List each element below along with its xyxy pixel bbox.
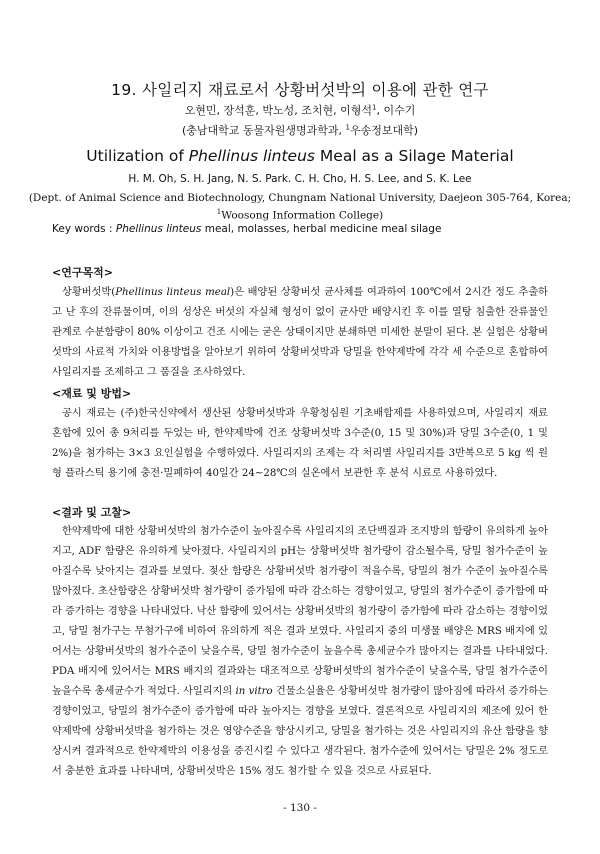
paragraph-results [52,522,548,782]
title-english-italic: Phellinus linteus [188,147,315,165]
title-english-suffix: Meal as a Silage Material [314,147,514,165]
keywords-label: Key words : [52,223,116,235]
affiliation-korean-text: (충남대학교 동물자원생명과학과, [181,124,346,137]
keywords [52,223,572,235]
paragraph-purpose [52,283,548,383]
results-text-italic: in vitro [235,686,273,697]
keywords-italic: Phellinus linteus [115,223,202,235]
affiliation-english-line2-text: Woosong Information College) [221,209,384,222]
title-english-prefix: Utilization of [86,147,189,165]
paragraph-methods [52,404,548,484]
authors-korean-sup: 1 [372,103,377,112]
purpose-text-italic: Phellinus linteus meal [115,287,231,298]
affiliation-english-line2 [0,208,600,222]
title-korean: 19. 사일리지 재료로서 상황버섯박의 이용에 관한 연구 [111,81,489,99]
keywords-rest: meal, molasses, herbal medicine meal silage [201,223,442,235]
affiliation-korean-sup: 1 [345,123,350,132]
results-text-a: 한약제박에 대한 상황버섯박의 첨가수준이 높아질수록 사일리지의 조단백질과 조지방의 함량이 유의하게 높아지고, ADF 함량은 유의하게 낮아졌다. 사일리지의 pH는 상황버섯박 첨가량이 감소될수록, 당밀 첨가수준이 높아질수록 낮아지는 결과를 보였다. 젖산 함량은 상황버섯박 첨가량이 적을수록, 당밀의 첨가 수준이 높아질수록 많아졌다. 초산함량은 상황버섯박 첨가량이 증가됨에 따라 감소하는 경향이었고, 당밀의 첨가수준이 증가함에 따라 증가하는 경향을 나타내었다. 낙산 함량에 있어서는 상황버섯박의 첨가량이 증가함에 따라 감소하는 경향이었고, 당밀 첨가구는 무첨가구에 비하여 유의하게 적은 결과 보였다. 사일리지 중의 미생물 배양은 MRS 배지에 있어서는 상황버섯박의 첨가수준이 낮을수록, 당밀 첨가수준이 높을수록 총세균수가 많아지는 결과를 나타내었다. PDA 배지에 있어서는 MRS 배지의 결과와는 대조적으로 상황버섯박의 첨가수준이 낮을수록, 당밀 첨가수준이 높을수록 총세균수가 적었다. 사일리지의 [52,526,548,697]
authors-korean-text: 오현민, 장석훈, 박노성, 조치현, 이형석 [184,104,373,117]
authors-korean-text-end: , 이수기 [376,104,416,117]
authors-korean [0,102,600,118]
title-english [0,147,600,165]
affiliation-korean-text-end: 우송정보대학) [349,124,419,137]
affiliation-korean [0,122,600,138]
section-heading-results: <결과 및 고찰> [52,506,132,519]
section-heading-purpose: <연구목적> [52,266,113,279]
purpose-text-b: )은 배양된 상황버섯 균사체를 여과하여 100℃에서 2시간 정도 추출하고 난 후의 잔류물이며, 이의 성상은 버섯의 자실체 형성이 없이 균사만 배양시킨 후 이를 열탕 침출한 잔류물인 관계로 수분함량이 80% 이상이고 건조 시에는 굳은 상태이지만 분쇄하면 미세한 분말이 된다. 본 실험은 상황버섯박의 사료적 가치와 이용방법을 알아보기 위하여 상황버섯박과 당밀을 한약제박에 각각 세 수준으로 혼합하여 사일리지를 조제하고 그 품질을 조사하였다. [52,287,548,378]
affiliation-english-line1: (Dept. of Animal Science and Biotechnology, Chungnam National University, Daejeon 305-764, Korea; [28,192,572,204]
methods-text: 공시 재료는 (주)한국신약에서 생산된 상황버섯박과 우황청심원 기초배합제를 사용하였으며, 사일리지 재료 혼합에 있어 총 9처리를 두었는 바, 한약제박에 건조 상황버섯박 3수준(0, 15 및 30%)과 당밀 3수준(0, 1 및 2%)을 첨가하는 3×3 요인실험을 수행하였다. 사일리지의 조제는 각 처리별 사일리지를 3반복으로 5 kg 씩 원형 플라스틱 용기에 충전·밀폐하여 40일간 24~28℃의 실온에서 보관한 후 분석 시료로 사용하였다. [52,408,548,479]
purpose-text-a: 상황버섯박( [62,287,116,298]
section-heading-methods: <재료 및 방법> [52,387,132,400]
results-text-b: 건물소실율은 상황버섯박 첨가량이 많아짐에 따라서 증가하는 경향이었고, 당밀의 첨가수준이 증가함에 따라 높아지는 경향을 보였다. 결론적으로 사일리지의 제조에 있어 한약제박에 상황버섯박을 첨가하는 것은 영양수준을 향상시키고, 당밀을 첨가하는 것은 사일리지의 유산 함량을 향상시켜 결과적으로 한약제박의 이용성을 증진시킬 수 있다고 생각된다. 첨가수준에 있어서는 당밀은 2% 정도로서 충분한 효과를 나타내며, 상황버섯박은 15% 정도 첨가할 수 있을 것으로 사료된다. [52,686,549,777]
page-number: - 130 - [283,802,317,814]
authors-english: H. M. Oh, S. H. Jang, N. S. Park. C. H. Cho, H. S. Lee, and S. K. Lee [128,173,472,185]
affiliation-english-sup: 1 [216,208,222,216]
